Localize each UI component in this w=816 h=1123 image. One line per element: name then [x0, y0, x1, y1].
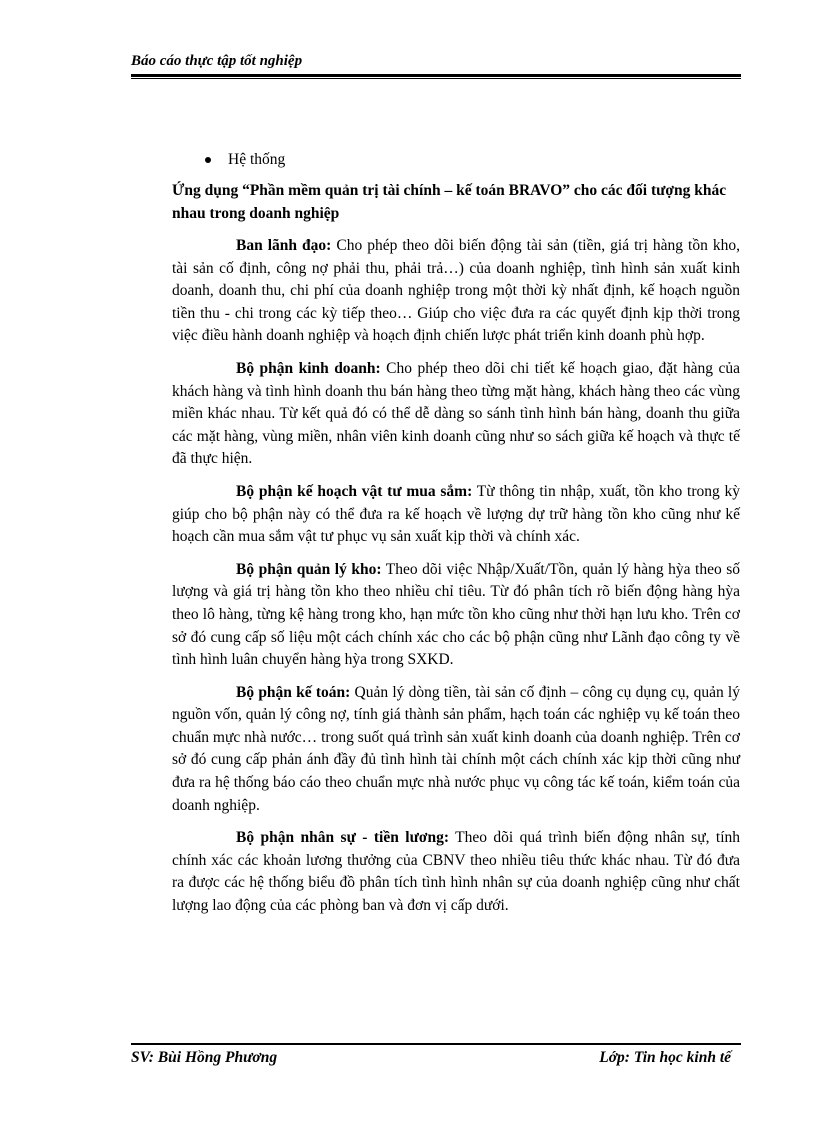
header-rule-thick — [131, 74, 741, 77]
footer-student: SV: Bùi Hồng Phương — [131, 1049, 278, 1066]
paragraph-text: Quản lý dòng tiền, tài sản cố định – công cụ dụng cụ, quản lý nguồn vốn, quản lý công nợ, tính giá thành sản phẩm, hạch toán các nghiệp vụ kế toán theo chuẩn mực nhà nước… trong suốt quá trình sản xuất kinh doanh của doanh nghiệp. Trên cơ sở đó cung cấp phản ánh đầy đủ tình hình tài chính một cách chính xác kịp thời cũng như đưa ra hệ thống báo cáo theo chuẩn mực nhà nước phục vụ công tác kế toán, kiểm toán của doanh nghiệp. — [172, 683, 740, 814]
paragraph-lead: Ban lãnh đạo: — [236, 237, 332, 254]
page-body — [172, 149, 740, 918]
paragraph-lead: Bộ phận quản lý kho: — [236, 560, 382, 578]
footer-row — [131, 1049, 741, 1067]
bullet-dot-icon — [205, 157, 211, 163]
bullet-item — [205, 149, 740, 171]
bullet-text: Hệ thống — [228, 151, 286, 168]
paragraph-ke-hoach-vat-tu — [172, 481, 740, 549]
paragraph-lead: Bộ phận kế hoạch vật tư mua sắm: — [236, 482, 473, 500]
paragraph-kinh-doanh — [172, 358, 740, 471]
paragraph-text: Từ thông tin nhập, xuất, tồn kho trong kỳ giúp cho bộ phận này có thể đưa ra kế hoạch về lượng dự trữ hàng tồn kho cũng như kế hoạch cần mua sắm vật tư phục vụ sản xuất kịp thời và chính xác. — [172, 482, 740, 546]
section-heading: Ứng dụng “Phần mềm quản trị tài chính – kế toán BRAVO” cho các đối tượng khác nhau trong doanh nghiệp — [172, 182, 727, 222]
paragraph-text: Theo dõi việc Nhập/Xuất/Tồn, quản lý hàng hỳa theo số lượng và giá trị hàng tồn kho theo nhiều chỉ tiêu. Từ đó phân tích rõ biến động hàng hỳa theo lô hàng, từng kệ hàng trong kho, hạn mức tồn kho cũng như thời hạn lưu kho. Trên cơ sở đó cung cấp số liệu một cách chính xác cho các bộ phận cũng như Lãnh đạo công ty về tình hình luân chuyển hàng hỳa trong SXKD. — [172, 560, 740, 669]
footer-rule — [131, 1043, 741, 1045]
paragraph-text: Theo dõi quá trình biến động nhân sự, tính chính xác các khoản lương thưởng của CBNV theo nhiều tiêu thức khác nhau. Từ đó đưa ra được các hệ thống biểu đồ phân tích tình hình nhân sự của doanh nghiệp cũng như chất lượng lao động của các phòng ban và đơn vị cấp dưới. — [172, 829, 741, 915]
page-footer — [131, 1043, 741, 1067]
paragraph-lead: Bộ phận kế toán: — [236, 683, 351, 701]
header-rule-thin — [131, 78, 741, 79]
paragraph-lead: Bộ phận kinh doanh: — [236, 359, 381, 377]
page-header — [131, 50, 741, 79]
paragraph-ban-lanh-dao — [172, 235, 740, 348]
paragraph-quan-ly-kho — [172, 559, 740, 672]
paragraph-nhan-su — [172, 827, 740, 917]
footer-class: Lớp: Tin học kinh tế — [599, 1049, 731, 1066]
paragraph-text: Cho phép theo dõi biến động tài sản (tiền, giá trị hàng tồn kho, tài sản cố định, công nợ phải thu, phải trả…) của doanh nghiệp, tình hình sản xuất kinh doanh, doanh thu, chi phí của doanh nghiệp trong một thời kỳ nhất định, kế hoạch nguồn tiền thu - chi trong các kỳ tiếp theo… Giúp cho việc đưa ra các quyết định kịp thời trong việc điều hành doanh nghiệp và hoạch định chiến lược phát triển kinh doanh phù hợp. — [172, 237, 740, 345]
paragraph-text: Cho phép theo dõi chi tiết kế hoạch giao, đặt hàng của khách hàng và tình hình doanh thu bán hàng theo từng mặt hàng, khách hàng theo các vùng miền khác nhau. Từ kết quả đó có thể dễ dàng so sánh tình hình bán hàng, doanh thu giữa các mặt hàng, vùng miền, nhân viên kinh doanh cũng như so sách giữa kế hoạch và thực tế đã thực hiện. — [172, 359, 740, 468]
paragraph-ke-toan — [172, 682, 740, 818]
paragraph-lead: Bộ phận nhân sự - tiền lương: — [236, 829, 449, 847]
header-title: Báo cáo thực tập tốt nghiệp — [131, 53, 303, 69]
